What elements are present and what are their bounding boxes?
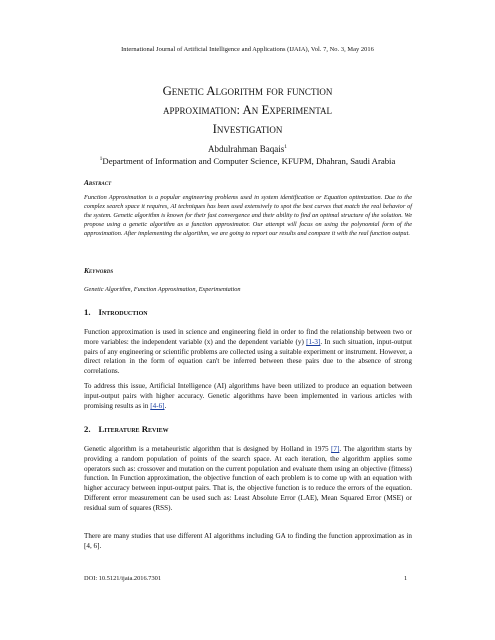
affiliation-text: Department of Information and Computer Science, KFUPM, Dhahran, Saudi Arabia: [102, 156, 396, 166]
abstract-text: Function Approximation is a popular engineering problems used in system identification or Equation optimization. Due to the complex search space it requires, AI techniques has been used extensively to spot the best curves that match the real behavior of the system. Genetic algorithm is known for their fast convergence and their ability to find an optimal structure of the solution. We propose using a genetic algorithm as a function approximator. Our attempt will focus on using the polynomial form of the approximation. After implementing the algorithm, we are going to report our results and compare it with the real function output.: [84, 194, 412, 237]
section-1-number: 1.: [84, 307, 91, 317]
abstract-heading: Abstract: [84, 178, 112, 187]
keywords-heading: Keywords: [84, 266, 114, 275]
section-1-heading: [84, 307, 148, 317]
citation-link-4-6[interactable]: [4-6]: [150, 401, 165, 410]
review-paragraph-2: There are many studies that use different AI algorithms including GA to finding the function approximation as in [4, 6].: [84, 532, 412, 550]
journal-header: International Journal of Artificial Intelligence and Applications (IJAIA), Vol. 7, No. 3, May 2016: [121, 46, 374, 53]
title-line-3: Investigation: [212, 122, 283, 136]
title-line-2: approximation: An Experimental: [162, 103, 333, 117]
author-superscript: 1: [284, 144, 287, 150]
intro-p1-text-b: . In such situation, input-output pairs of any engineering or scientific problems are collected using a suitable experiment or instrument. However, a direct relation in the form of equation can't be inferred between these pairs due to the absence of strong correlations.: [84, 337, 412, 376]
citation-link-1-3[interactable]: [1-3]: [306, 337, 321, 346]
keywords-text: Genetic Algorithm, Function Approximation, Experimentation: [84, 286, 241, 293]
footer-doi: DOI: 10.5121/ijaia.2016.7301: [84, 575, 162, 582]
intro-p1-text-a: Function approximation is used in science and engineering field in order to find the relationship between two or more variables: the independent variable (x) and the dependent variable (y): [84, 328, 412, 346]
author-name: [0, 144, 495, 154]
section-2-number: 2.: [84, 424, 91, 434]
title-line-1: Genetic Algorithm for function: [162, 84, 333, 98]
review-p1-text-a: Genetic algorithm is a metaheuristic algorithm that is designed by Holland in 1975: [84, 445, 332, 453]
affiliation-superscript: 1: [99, 156, 103, 163]
page-number: 1: [404, 575, 408, 582]
paper-title: [60, 82, 435, 139]
author-name-text: Abdulrahman Baqais: [208, 144, 285, 154]
citation-link-7[interactable]: [7]: [331, 445, 340, 453]
intro-paragraph-1: [84, 328, 412, 377]
section-2-title: Literature Review: [98, 424, 169, 434]
intro-paragraph-2: [84, 382, 412, 411]
author-affiliation: [0, 156, 495, 166]
section-2-heading: [84, 424, 169, 434]
intro-p2-text-b: .: [164, 401, 167, 410]
intro-p2-text-a: To address this issue, Artificial Intelligence (AI) algorithms have been utilized to produce an equation between input-output pairs with higher accuracy. Genetic algorithms have been implemented in various articles with promising results as in: [84, 382, 412, 410]
review-paragraph-1: [84, 445, 412, 514]
review-p1-text-b: . The algorithm starts by providing a random population of points of the search space. At each iteration, the algorithm applies some operators such as: crossover and mutation on the current population and evaluate them using an objective (fitness) function. In Function approximation, the objective function of each problem is to come up with an equation with higher accuracy between input-output pairs. That is, the objective function is to reduce the errors of the equation. Different error measurement can be used such as: Least Absolute Error (LAE), Mean Squared Error (MSE) or residual sum of squares (RSS).: [84, 445, 412, 512]
section-1-title: Introduction: [98, 307, 148, 317]
